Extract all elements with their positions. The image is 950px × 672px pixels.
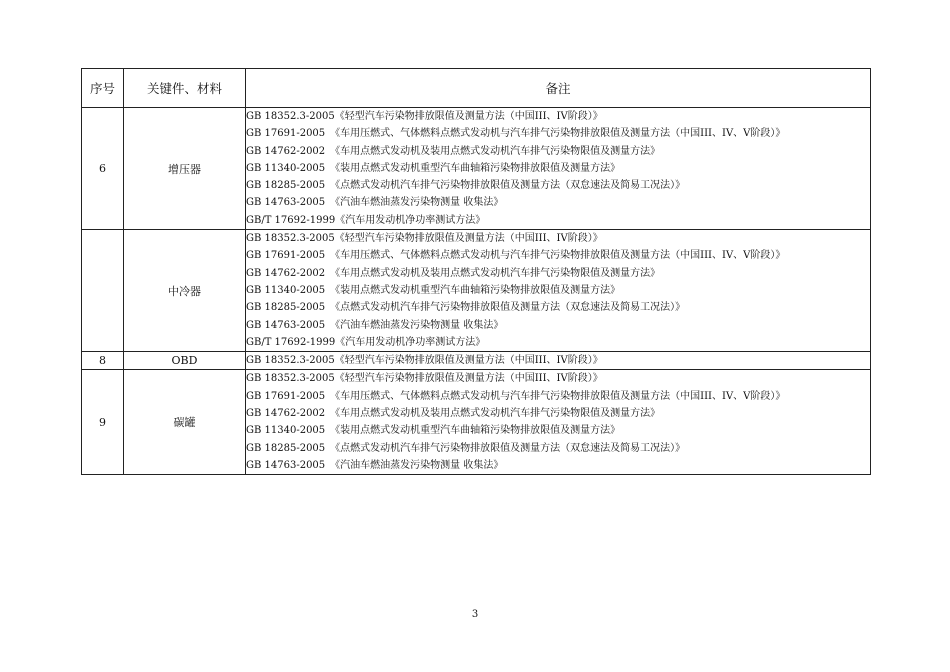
row-key-part: OBD — [124, 352, 246, 370]
row-seq-no — [82, 230, 124, 352]
table-header-row — [82, 69, 871, 108]
standard-reference: GB 18285-2005 《点燃式发动机汽车排气污染物排放限值及测量方法（双怠速法及简易工况法）》 — [246, 302, 686, 314]
standard-reference: GB 17691-2005 《车用压燃式、气体燃料点燃式发动机与汽车排气污染物排放限值及测量方法（中国III、IV、V阶段）》 — [246, 390, 786, 402]
standard-reference: GB 18352.3-2005《轻型汽车污染物排放限值及测量方法（中国III、IV阶段）》 — [246, 111, 603, 122]
row-remarks — [246, 352, 871, 370]
table-row — [82, 230, 871, 352]
standard-reference: GB 18352.3-2005《轻型汽车污染物排放限值及测量方法（中国III、IV阶段）》 — [246, 355, 603, 367]
standard-reference: GB 11340-2005 《装用点燃式发动机重型汽车曲轴箱污染物排放限值及测量方法》 — [246, 284, 621, 296]
row-seq-no: 9 — [82, 370, 124, 475]
standard-reference: GB 11340-2005 《装用点燃式发动机重型汽车曲轴箱污染物排放限值及测量方法》 — [246, 425, 621, 437]
standard-reference: GB 11340-2005 《装用点燃式发动机重型汽车曲轴箱污染物排放限值及测量方法》 — [246, 162, 621, 174]
row-key-part: 中冷器 — [124, 230, 246, 352]
standard-reference: GB 14763-2005 《汽油车燃油蒸发污染物测量 收集法》 — [246, 197, 504, 209]
standard-reference: GB 14762-2002 《车用点燃式发动机及装用点燃式发动机汽车排气污染物限值及测量方法》 — [246, 408, 661, 420]
standard-reference: GB 14763-2005 《汽油车燃油蒸发污染物测量 收集法》 — [246, 459, 504, 471]
header-remarks: 备注 — [246, 69, 871, 108]
row-key-part: 增压器 — [124, 108, 246, 230]
row-key-part: 碳罐 — [124, 370, 246, 475]
table-row — [82, 352, 871, 370]
standard-reference: GB 18285-2005 《点燃式发动机汽车排气污染物排放限值及测量方法（双怠速法及简易工况法）》 — [246, 442, 686, 454]
header-key-parts: 关键件、材料 — [124, 69, 246, 108]
table-row — [82, 108, 871, 230]
standards-table — [81, 68, 871, 475]
row-seq-no: 8 — [82, 352, 124, 370]
standard-reference: GB/T 17692-1999《汽车用发动机净功率测试方法》 — [246, 336, 486, 348]
row-seq-no: 6 — [82, 108, 124, 230]
standard-reference: GB 18352.3-2005《轻型汽车污染物排放限值及测量方法（中国III、IV阶段）》 — [246, 373, 603, 385]
standard-reference: GB 18285-2005 《点燃式发动机汽车排气污染物排放限值及测量方法（双怠速法及简易工况法）》 — [246, 180, 686, 192]
standard-reference: GB 14763-2005 《汽油车燃油蒸发污染物测量 收集法》 — [246, 319, 504, 331]
standard-reference: GB 17691-2005 《车用压燃式、气体燃料点燃式发动机与汽车排气污染物排放限值及测量方法（中国III、IV、V阶段）》 — [246, 128, 786, 140]
standard-reference: GB/T 17692-1999《汽车用发动机净功率测试方法》 — [246, 214, 486, 226]
header-seq-no: 序号 — [82, 69, 124, 108]
standard-reference: GB 14762-2002 《车用点燃式发动机及装用点燃式发动机汽车排气污染物限值及测量方法》 — [246, 267, 661, 279]
standard-reference: GB 14762-2002 《车用点燃式发动机及装用点燃式发动机汽车排气污染物限值及测量方法》 — [246, 145, 661, 157]
page-number: 3 — [471, 609, 479, 620]
standard-reference: GB 18352.3-2005《轻型汽车污染物排放限值及测量方法（中国III、IV阶段）》 — [246, 233, 603, 245]
table-row — [82, 370, 871, 475]
standard-reference: GB 17691-2005 《车用压燃式、气体燃料点燃式发动机与汽车排气污染物排放限值及测量方法（中国III、IV、V阶段）》 — [246, 250, 786, 262]
row-remarks — [246, 230, 871, 352]
row-remarks — [246, 108, 871, 230]
row-remarks — [246, 370, 871, 475]
